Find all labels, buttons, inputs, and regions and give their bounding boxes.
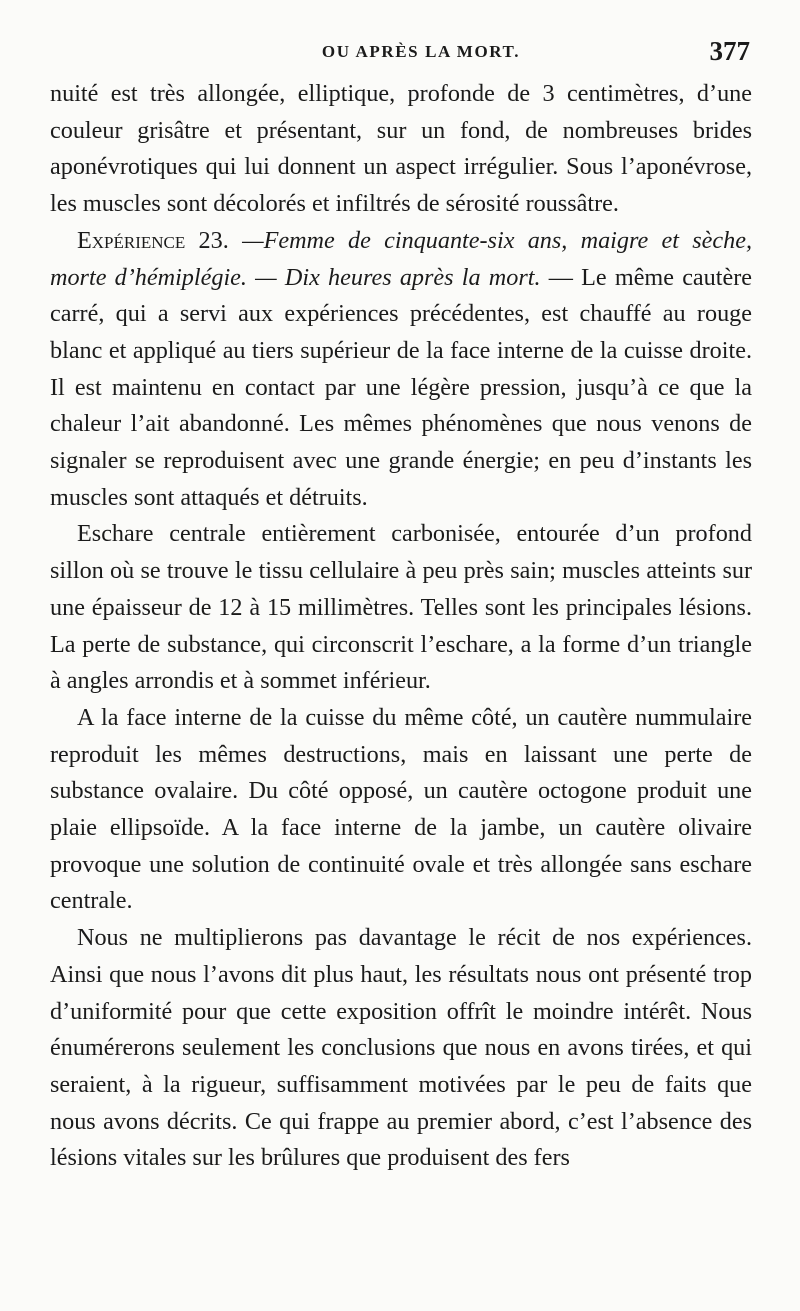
paragraph-continuation: nuité est très allongée, elliptique, profonde de 3 centimètres, d’une couleur grisâtre et présentant, sur un fond, de nombreuses brides aponévrotiques qui lui donnent un aspect irrégulier. Sous l’aponévrose, les muscles sont décolorés et infiltrés de sérosité roussâtre. xyxy=(50,80,752,218)
page-number: 377 xyxy=(709,36,750,66)
body-text xyxy=(50,76,752,1177)
experience-label: Expérience 23. xyxy=(77,226,229,254)
experience-subject: —Femme de cinquante-six ans, maigre et sèche, morte d’hémiplégie. — Dix heures après la mort. xyxy=(50,226,752,291)
paragraph-experience-23 xyxy=(50,223,752,517)
running-title: OU APRÈS LA MORT. xyxy=(321,42,521,61)
page-header xyxy=(50,32,752,76)
paragraph-face-interne: A la face interne de la cuisse du même côté, un cautère nummulaire reproduit les mêmes destructions, mais en laissant une perte de substance ovalaire. Du côté opposé, un cautère octogone produit une plaie ellipsoïde. A la face interne de la jambe, un cautère olivaire provoque une solution de continuité ovale et très allongée sans eschare centrale. xyxy=(50,703,752,915)
experience-description: — Le même cautère carré, qui a servi aux expériences précédentes, est chauffé au rouge blanc et appliqué au tiers supérieur de la face interne de la cuisse droite. Il est maintenu en contact par une légère pression, jusqu’à ce que la chaleur l’ait abandonné. Les mêmes phénomènes que nous venons de signaler se reproduisent avec une grande énergie; en peu d’instants les muscles sont attaqués et détruits. xyxy=(50,263,753,511)
paragraph-conclusions: Nous ne multiplierons pas davantage le récit de nos expériences. Ainsi que nous l’avons dit plus haut, les résultats nous ont présenté trop d’uniformité pour que cette exposition offrît le moindre intérêt. Nous énumérerons seulement les conclusions que nous en avons tirées, et qui seraient, à la rigueur, suffisamment motivées par le peu de faits que nous avons décrits. Ce qui frappe au premier abord, c’est l’absence des lésions vitales sur les brûlures que produisent des fers xyxy=(50,924,752,1172)
paragraph-eschare: Eschare centrale entièrement carbonisée, entourée d’un profond sillon où se trouve le tissu cellulaire à peu près sain; muscles atteints sur une épaisseur de 12 à 15 millimètres. Telles sont les principales lésions. La perte de substance, qui circonscrit l’eschare, a la forme d’un triangle à angles arrondis et à sommet inférieur. xyxy=(50,520,752,695)
